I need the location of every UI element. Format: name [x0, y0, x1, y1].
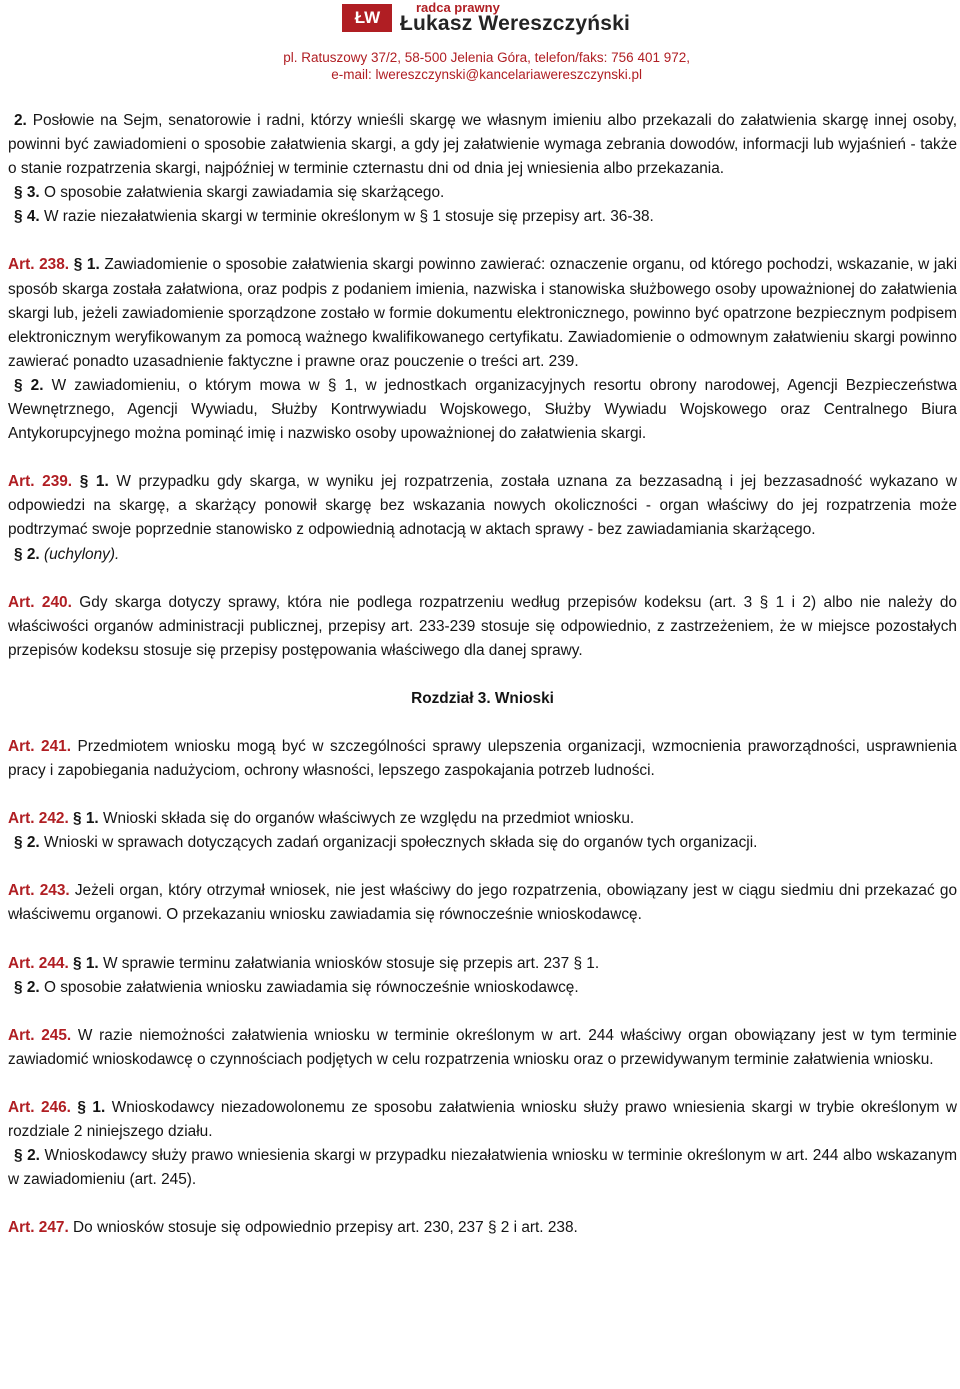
article-label: Art. 238. [8, 256, 70, 274]
paragraph-text: O sposobie załatwienia skargi zawiadamia się skarżącego. [43, 184, 445, 202]
section-number: 2. [14, 112, 27, 129]
letterhead [0, 0, 960, 86]
article [8, 807, 957, 831]
paragraph [8, 181, 957, 205]
firm-name: Łukasz Wereszczyński [400, 12, 631, 35]
article-label: Art. 246. [8, 1098, 71, 1116]
paragraph-text: Jeżeli organ, który otrzymał wniosek, nie jest właściwy do jego rozpatrzenia, obowiązany jest w ciągu siedmiu dni przekazać go właściwemu organowi. O przekazaniu wniosku zawiadamia się równocześnie wnioskodawcę. [8, 882, 957, 924]
paragraph-text: Wnioskodawcy niezadowolonemu ze sposobu załatwienia wniosku służy prawo wniesienia skargi w trybie określonym w rozdziale 2 niniejszego działu. [8, 1098, 958, 1140]
article-label: Art. 242. [8, 810, 69, 828]
paragraph-text: Wnioskodawcy służy prawo wniesienia skargi w przypadku niezałatwienia wniosku w terminie określonym w art. 244 albo wskazanym w zawiadomieniu (art. 245). [8, 1147, 958, 1189]
article [8, 470, 957, 542]
paragraph [8, 976, 957, 1000]
section-number: § 4. [14, 208, 40, 226]
article [8, 1024, 957, 1072]
section-number: § 2. [14, 978, 40, 996]
paragraph-text: Posłowie na Sejm, senatorowie i radni, którzy wnieśli skargę we własnym imieniu albo przekazali do załatwienia skargę innej osoby, powinni być zawiadomieni o sposobie załatwienia skargi, a gdy jej załatwienie wymaga zebrania dowodów, informacji lub wyjaśnień - także o stanie rozpatrzenia skargi, najpóźniej w terminie czternastu dni od dnia jej wniesienia albo przekazania. [8, 112, 957, 178]
section-number: § 2. [14, 834, 40, 852]
article-label: Art. 244. [8, 954, 69, 972]
section-number: § 1. [77, 1098, 106, 1116]
paragraph-text: W razie niemożności załatwienia wniosku w terminie określonym w art. 244 właściwy organ obowiązany jest w tym terminie zawiadomić wnioskodawcę o czynnościach podjętych w celu rozpatrzenia wniosku oraz o przewidywanym terminie załatwienia wniosku. [8, 1026, 957, 1068]
paragraph-text: W przypadku gdy skarga, w wyniku jej rozpatrzenia, została uznana za bezzasadną i jej bezzasadność wykazano w odpowiedzi na skargę, a skarżący ponowił skargę bez wskazania nowych okoliczności - organ właściwy do jej rozpatrzenia może podtrzymać swoje poprzednie stanowisko z odpowiednią adnotacją w aktach sprawy - bez zawiadamiania skarżącego. [8, 473, 957, 539]
section-number: § 1. [73, 810, 99, 828]
paragraph [8, 109, 957, 181]
paragraph-text: Do wniosków stosuje się odpowiednio przepisy art. 230, 237 § 2 i art. 238. [73, 1219, 578, 1237]
chapter-title: Rozdział 3. Wnioski [411, 689, 554, 707]
article [8, 1216, 957, 1240]
article [8, 879, 957, 927]
article-label: Art. 241. [8, 737, 71, 755]
paragraph-text: (uchylony). [43, 545, 120, 563]
paragraph [8, 205, 957, 229]
paragraph-text: W zawiadomieniu, o którym mowa w § 1, w jednostkach organizacyjnych resortu obrony narodowej, Agencji Bezpieczeństwa Wewnętrznego, Agencji Wywiadu, Służby Kontrwywiadu Wojskowego, Służby Wywiadu Wojskowego oraz Centralnego Biura Antykorupcyjnego można pominąć imię i nazwisko osoby upoważnionej do załatwienia skargi. [8, 376, 958, 443]
section-number: § 3. [14, 184, 40, 202]
logo-text: ŁW [354, 8, 380, 27]
paragraph-text: Gdy skarga dotyczy sprawy, która nie podlega rozpatrzeniu według przepisów kodeksu (art. 3 § 1 i 2) albo nie należy do właściwości organów administracji publicznej, przepisy art. 233-239 stosuje się odpowiednio, z zastrzeżeniem, że w miejsce pozostałych przepisów kodeksu stosuje się przepisy postępowania właściwego dla danej sprawy. [8, 593, 957, 659]
article-label: Art. 239. [8, 473, 73, 491]
paragraph-text: Zawiadomienie o sposobie załatwienia skargi powinno zawierać: oznaczenie organu, od którego pochodzi, wskazanie, w jaki sposób skarga została załatwiona, oraz podpis z podaniem imienia, nazwiska i stanowiska służbowego osoby upoważnionej do załatwienia skargi lub, jeżeli zawiadomienie sporządzone zostało w formie dokumentu elektronicznego, powinno być opatrzone bezpiecznym podpisem elektronicznym weryfikowanym za pomocą ważnego kwalifikowanego certyfikatu. Zawiadomienie o odmownym załatwieniu skargi powinno zawierać ponadto uzasadnienie faktyczne i prawne oraz pouczenie o treści art. 239. [8, 256, 957, 370]
article [8, 952, 957, 976]
section-number: § 2. [14, 1147, 40, 1165]
firm-address: pl. Ratuszowy 37/2, 58-500 Jelenia Góra, telefon/faks: 756 401 972, [283, 50, 690, 65]
section-number: § 1. [73, 954, 99, 972]
firm-tagline: radca prawny [416, 0, 500, 15]
paragraph-text: W razie niezałatwienia skargi w terminie określonym w § 1 stosuje się przepisy art. 36-38. [43, 208, 654, 226]
article-label: Art. 240. [8, 593, 72, 611]
firm-contact [283, 49, 690, 83]
paragraph [8, 831, 957, 855]
article [8, 1096, 957, 1144]
document-body [8, 109, 957, 1240]
paragraph-text: O sposobie załatwienia wniosku zawiadamia się równocześnie wnioskodawcę. [43, 978, 579, 996]
section-number: § 1. [73, 256, 100, 274]
paragraph [8, 1144, 957, 1192]
paragraph-text: W sprawie terminu załatwiania wniosków stosuje się przepis art. 237 § 1. [102, 954, 600, 972]
article-label: Art. 247. [8, 1219, 69, 1237]
article [8, 253, 957, 373]
firm-logo [342, 4, 392, 32]
section-number: § 1. [79, 473, 109, 491]
paragraph [8, 543, 957, 567]
article [8, 591, 957, 663]
paragraph-text: Wnioski w sprawach dotyczących zadań organizacji społecznych składa się do organów tych organizacji. [43, 834, 758, 852]
paragraph-text: Wnioski składa się do organów właściwych ze względu na przedmiot wniosku. [102, 810, 635, 828]
section-number: § 2. [14, 376, 44, 394]
paragraph [8, 374, 957, 446]
section-number: § 2. [14, 545, 40, 563]
article-label: Art. 245. [8, 1026, 72, 1044]
firm-email: e-mail: lwereszczynski@kancelariawereszczynski.pl [331, 67, 643, 82]
paragraph-text: Przedmiotem wniosku mogą być w szczególności sprawy ulepszenia organizacji, wzmocnienia praworządności, usprawnienia pracy i zapobiegania nadużyciom, ochrony własności, lepszego zaspokajania potrzeb ludności. [8, 737, 957, 780]
article [8, 735, 957, 783]
article-label: Art. 243. [8, 882, 70, 900]
